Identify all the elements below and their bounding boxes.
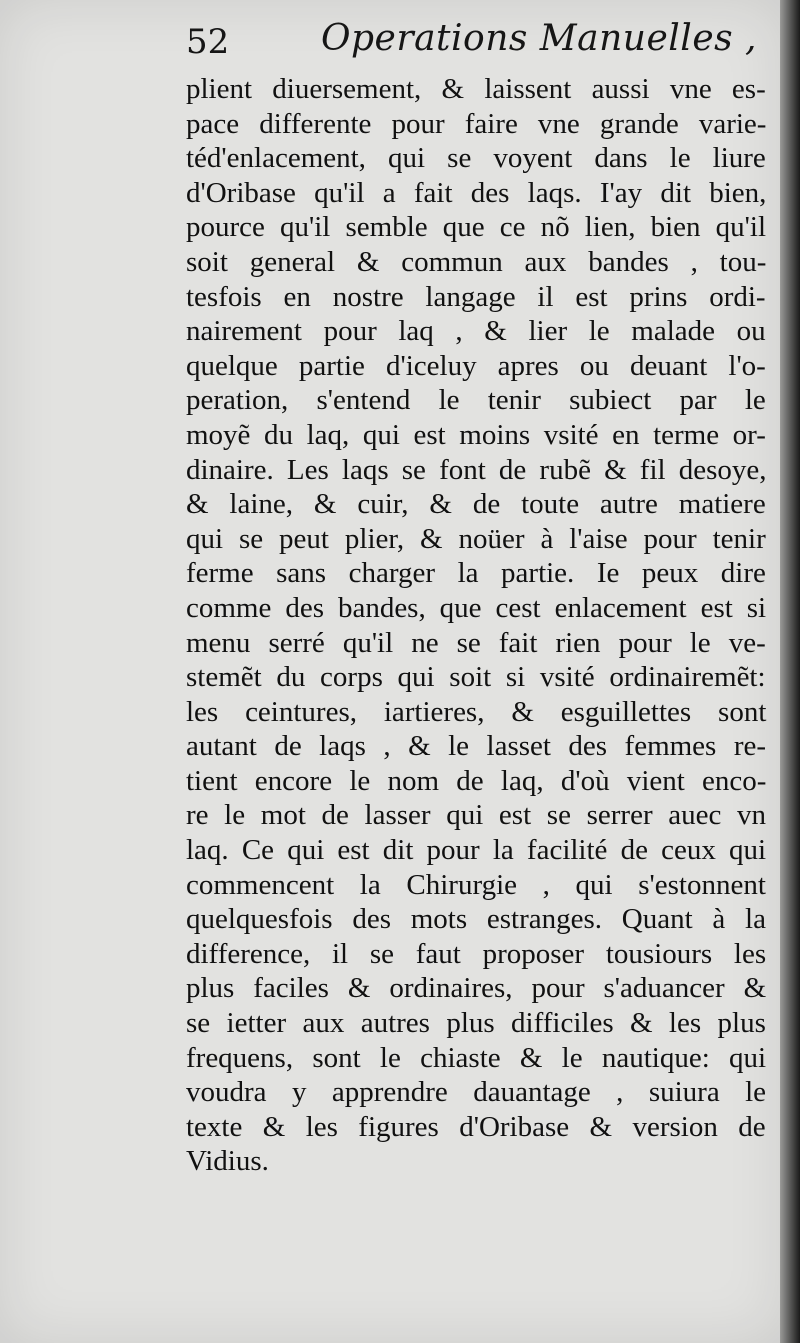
page-header xyxy=(186,18,766,78)
text-line: d'Oribase qu'il a fait des laqs. I'ay dit bien, xyxy=(186,176,767,209)
text-line: plus faciles & ordinaires, pour s'aduancer & xyxy=(186,972,767,1005)
text-line: laq. Ce qui est dit pour la facilité de ceux qui xyxy=(186,834,767,867)
text-line: moyẽ du laq, qui est moins vsité en terme or- xyxy=(186,418,766,451)
text-line: pource qu'il semble que ce nõ lien, bien qu'il xyxy=(186,211,767,244)
page-edge-shadow xyxy=(780,0,800,1343)
page-number: 52 xyxy=(186,22,230,62)
text-line: qui se peut plier, & noüer à l'aise pour tenir xyxy=(186,522,766,555)
text-line: autant de laqs , & le lasset des femmes re- xyxy=(186,730,767,763)
text-line: pace differente pour faire vne grande varie- xyxy=(186,107,767,140)
text-line: texte & les figures d'Oribase & version de xyxy=(186,1110,766,1143)
text-line: quelquesfois des mots estranges. Quant à la xyxy=(186,903,766,936)
text-line: tesfois en nostre langage il est prins ordi- xyxy=(186,280,766,313)
text-line: se ietter aux autres plus difficiles & les plus xyxy=(186,1007,766,1040)
body-text xyxy=(186,72,766,1179)
text-line: menu serré qu'il ne se fait rien pour le ve- xyxy=(186,626,766,659)
text-line: quelque partie d'iceluy apres ou deuant l'o- xyxy=(186,349,766,382)
text-line: commencent la Chirurgie , qui s'estonnent xyxy=(186,868,766,901)
running-title: Operations Manuelles , xyxy=(321,18,757,59)
text-line: difference, il se faut proposer tousiours les xyxy=(186,937,767,970)
text-line: frequens, sont le chiaste & le nautique: qui xyxy=(186,1041,767,1074)
text-line: téd'enlacement, qui se voyent dans le liure xyxy=(186,142,766,175)
text-line: stemẽt du corps qui soit si vsité ordinairemẽt: xyxy=(186,661,766,694)
text-line: Vidius. xyxy=(186,1145,269,1178)
text-line: re le mot de lasser qui est se serrer auec vn xyxy=(186,799,767,832)
text-line: ferme sans charger la partie. Ie peux dire xyxy=(186,557,766,590)
text-line: comme des bandes, que cest enlacement est si xyxy=(186,591,767,624)
text-line: & laine, & cuir, & de toute autre matiere xyxy=(186,488,766,521)
text-line: plient diuersement, & laissent aussi vne es- xyxy=(186,73,766,105)
text-line: peration, s'entend le tenir subiect par le xyxy=(186,384,766,417)
text-line: les ceintures, iartieres, & esguillettes sont xyxy=(186,695,767,728)
text-line: soit general & commun aux bandes , tou- xyxy=(186,245,767,278)
text-line: nairement pour laq , & lier le malade ou xyxy=(186,315,766,348)
text-line: dinaire. Les laqs se font de rubẽ & fil desoye, xyxy=(186,453,767,486)
text-line: voudra y apprendre dauantage , suiura le xyxy=(186,1076,767,1109)
text-line: tient encore le nom de laq, d'où vient enco- xyxy=(186,764,767,797)
